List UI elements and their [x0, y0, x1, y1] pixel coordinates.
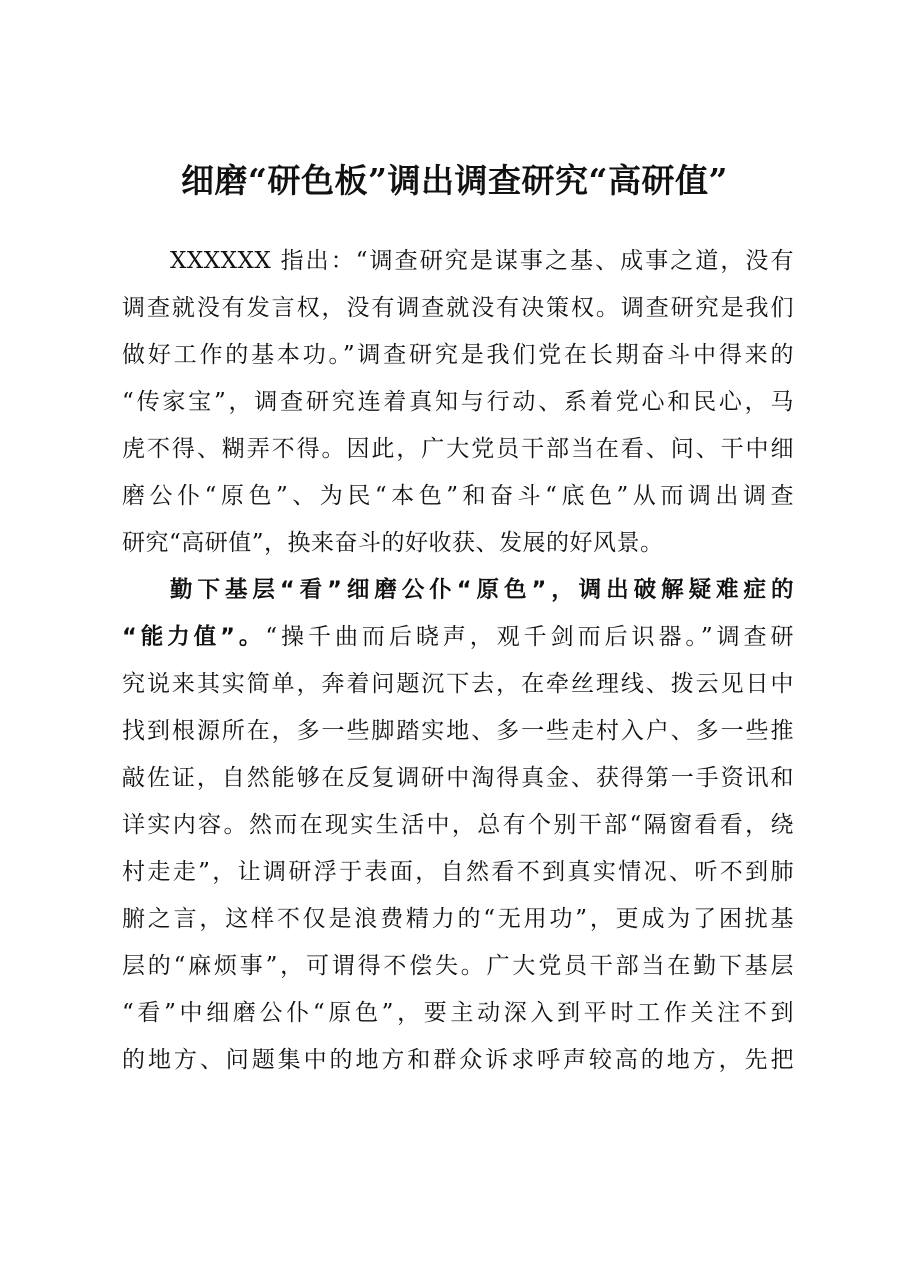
text-line: “传家宝”，调查研究连着真知与行动、系着党心和民心，马: [122, 389, 794, 415]
text-line: 找到根源所在，多一些脚踏实地、多一些走村入户、多一些推: [122, 718, 794, 744]
text-line: 村走走”，让调研浮于表面，自然看不到真实情况、听不到肺: [122, 859, 794, 885]
text-span: “操千曲而后晓声，观千剑而后识器。”调查研: [265, 624, 794, 650]
text-line: 调查就没有发言权，没有调查就没有决策权。调查研究是我们: [122, 295, 794, 321]
text-line: 层的“麻烦事”，可谓得不偿失。广大党员干部当在勤下基层: [122, 953, 794, 979]
text-line: 详实内容。然而在现实生活中，总有个别干部“隔窗看看，绕: [122, 812, 794, 838]
text-line: XXXXXX 指出：“调查研究是谋事之基、成事之道，没有: [170, 248, 794, 274]
text-line: 究说来其实简单，奔着问题沉下去，在牵丝理线、拨云见日中: [122, 671, 794, 697]
text-line: 磨公仆“原色”、为民“本色”和奋斗“底色”从而调出调查: [122, 483, 794, 509]
text-line: 虎不得、糊弄不得。因此，广大党员干部当在看、问、干中细: [122, 436, 794, 462]
text-line: 的地方、问题集中的地方和群众诉求呼声较高的地方，先把: [122, 1047, 794, 1073]
section-heading-line: 勤下基层“看”细磨公仆“原色”，调出破解疑难症的: [170, 577, 794, 603]
document-title: 细磨“研色板”调出调查研究“高研值”: [181, 161, 728, 200]
text-line: “看”中细磨公仆“原色”，要主动深入到平时工作关注不到: [122, 1000, 794, 1026]
section-heading-tail: “能力值”。: [122, 624, 266, 650]
paragraph-section-1: [122, 567, 794, 1084]
document-body: [122, 238, 794, 1084]
paragraph-intro: [122, 238, 794, 567]
text-line: 腑之言，这样不仅是浪费精力的“无用功”，更成为了困扰基: [122, 906, 794, 932]
text-line: 做好工作的基本功。”调查研究是我们党在长期奋斗中得来的: [122, 342, 794, 368]
text-line: 敲佐证，自然能够在反复调研中淘得真金、获得第一手资讯和: [122, 765, 794, 791]
text-line-mixed: [122, 614, 794, 661]
text-line: 研究“高研值”，换来奋斗的好收获、发展的好风景。: [122, 530, 664, 556]
